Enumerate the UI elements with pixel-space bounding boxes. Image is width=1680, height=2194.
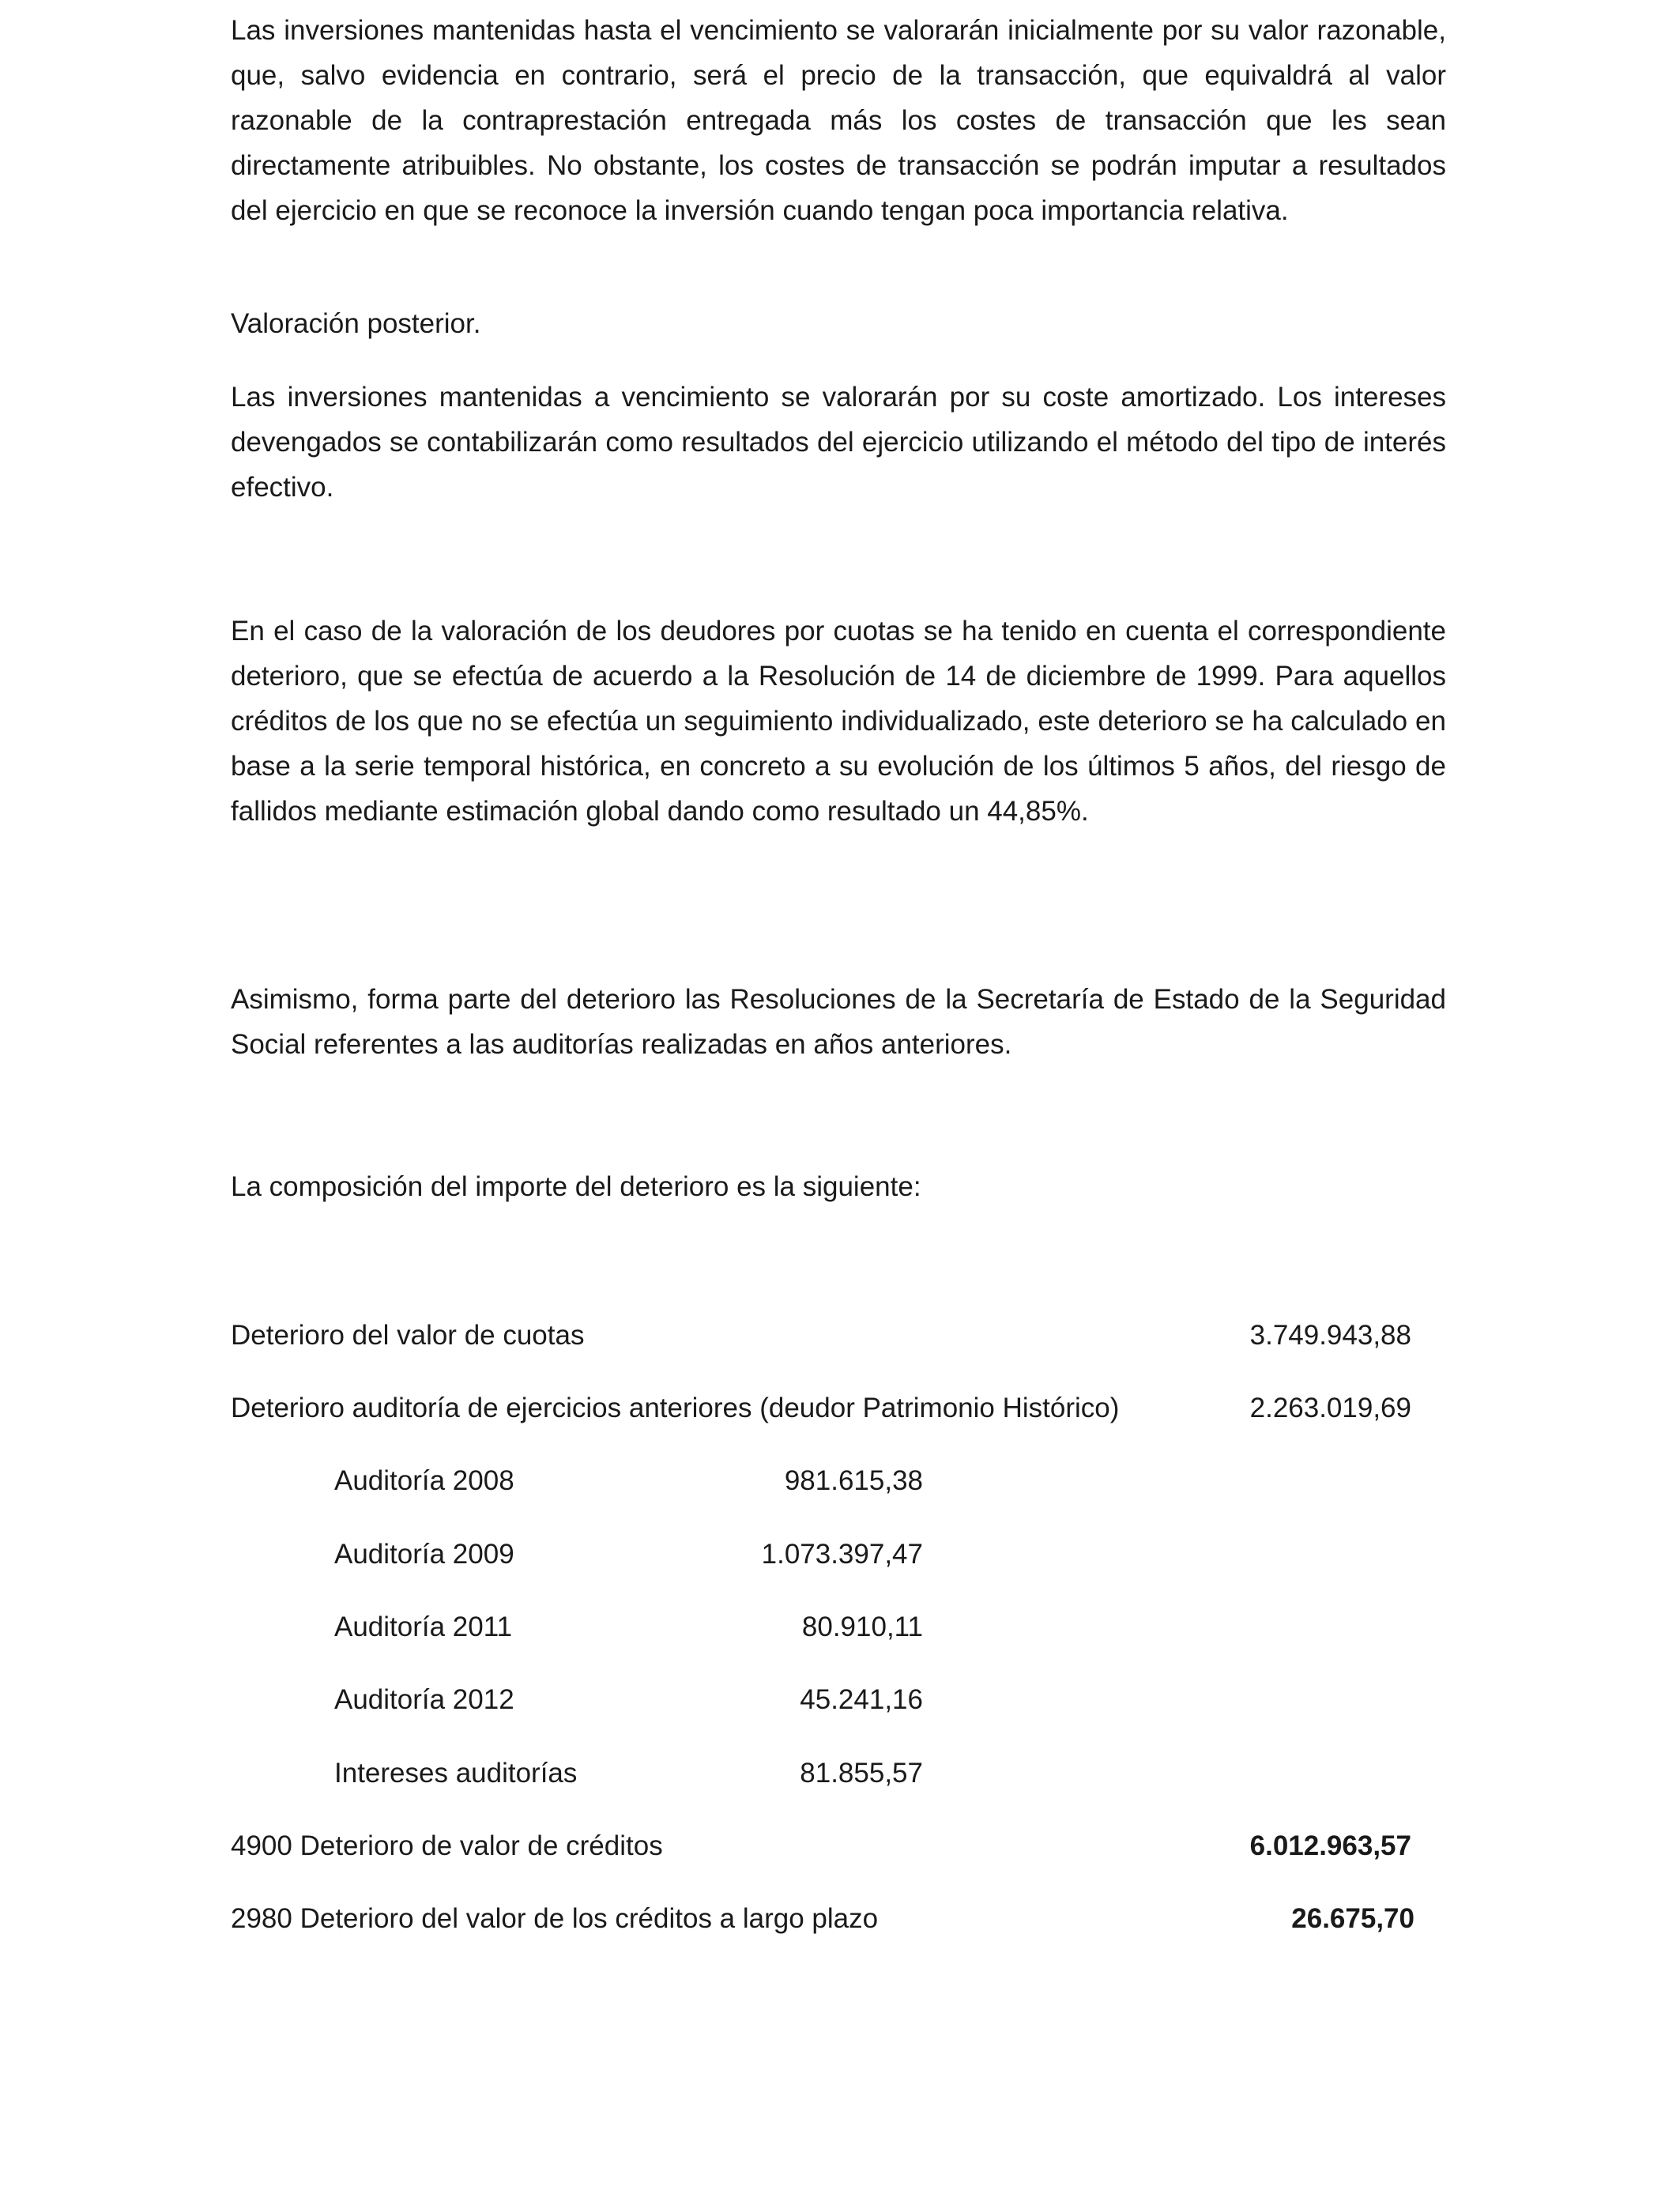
sub-row-amount: 981.615,38	[784, 1465, 923, 1496]
total-label: 2980 Deterioro del valor de los créditos a largo plazo	[231, 1903, 879, 1934]
sub-row-label: Auditoría 2011	[334, 1612, 513, 1642]
paragraph-initial-valuation: Las inversiones mantenidas hasta el vencimiento se valorarán inicialmente por su valor razonable, que, salvo evidencia en contrario, será el precio de la transacción, que equivaldrá al valor razonable de la contraprestación entregada más los costes de transacción que les sean directamente atribuibles. No obstante, los costes de transacción se podrán imputar a resultados del ejercicio en que se reconoce la inversión cuando tengan poca importancia relativa.	[231, 15, 1446, 226]
paragraph-amortized-cost: Las inversiones mantenidas a vencimiento se valorarán por su coste amortizado. Los intereses devengados se contabilizarán como resultados del ejercicio utilizando el método del tipo de interés efectivo.	[231, 382, 1446, 503]
row-amount: 2.263.019,69	[1249, 1393, 1411, 1423]
sub-row-label: Auditoría 2012	[334, 1684, 514, 1715]
row-label: Deterioro del valor de cuotas	[231, 1320, 585, 1351]
sub-row-amount: 81.855,57	[800, 1758, 923, 1789]
row-label: Deterioro auditoría de ejercicios anteriores (deudor Patrimonio Histórico)	[231, 1393, 1120, 1423]
sub-row-amount: 80.910,11	[801, 1612, 923, 1642]
total-amount: 26.675,70	[1291, 1903, 1414, 1934]
sub-row-label: Intereses auditorías	[334, 1758, 578, 1789]
total-amount: 6.012.963,57	[1249, 1830, 1411, 1861]
row-amount: 3.749.943,88	[1249, 1320, 1411, 1351]
paragraph-resoluciones: Asimismo, forma parte del deterioro las Resoluciones de la Secretaría de Estado de la Seguridad Social referentes a las auditorías realizadas en años anteriores.	[231, 984, 1446, 1060]
sub-row-amount: 45.241,16	[800, 1684, 923, 1715]
subheading-valoracion-posterior: Valoración posterior.	[231, 308, 481, 339]
paragraph-composicion: La composición del importe del deterioro es la siguiente:	[231, 1171, 921, 1202]
sub-row-label: Auditoría 2009	[334, 1539, 514, 1570]
sub-row-label: Auditoría 2008	[334, 1465, 514, 1496]
paragraph-deterioro-cuotas: En el caso de la valoración de los deudores por cuotas se ha tenido en cuenta el correspondiente deterioro, que se efectúa de acuerdo a la Resolución de 14 de diciembre de 1999. Para aquellos créditos de los que no se efectúa un seguimiento individualizado, este deterioro se ha calculado en base a la serie temporal histórica, en concreto a su evolución de los últimos 5 años, del riesgo de fallidos mediante estimación global dando como resultado un 44,85%.	[231, 616, 1446, 827]
sub-row-amount: 1.073.397,47	[761, 1539, 923, 1570]
total-label: 4900 Deterioro de valor de créditos	[231, 1830, 663, 1861]
